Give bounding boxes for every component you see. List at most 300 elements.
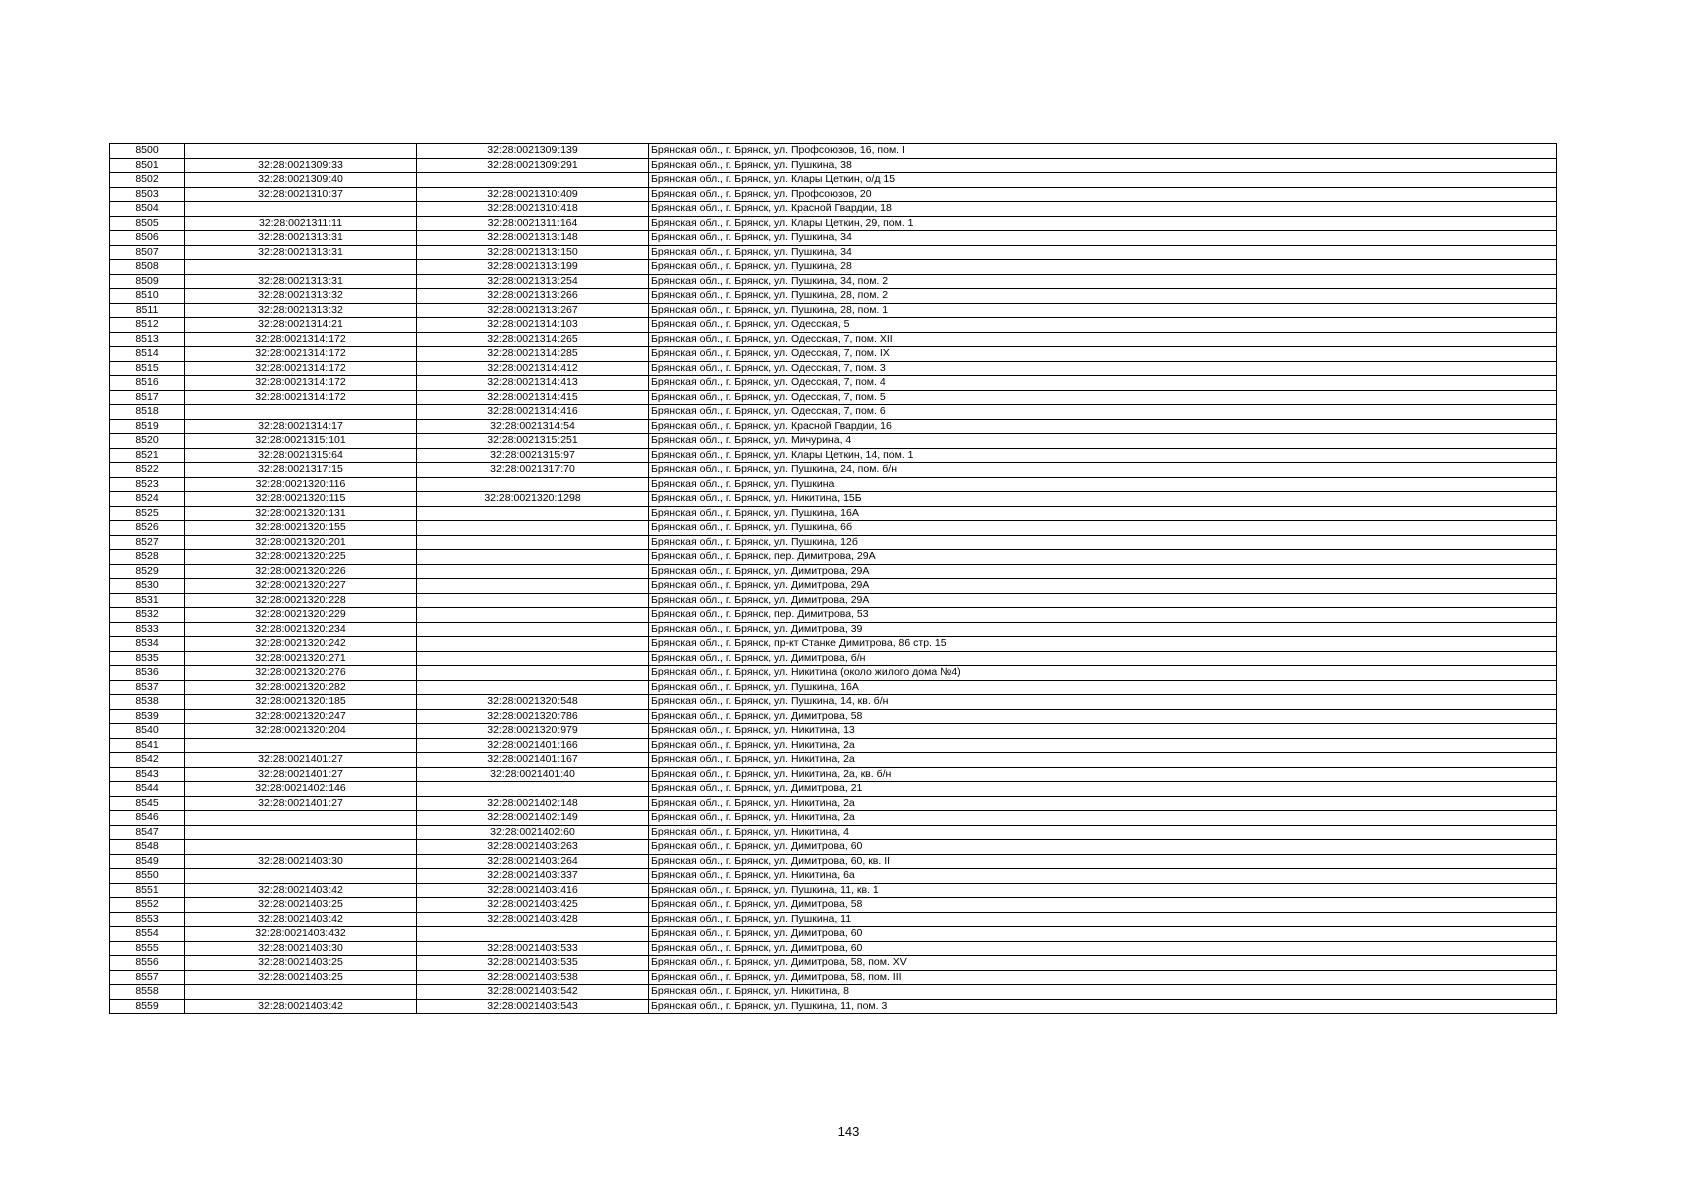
object-cadastral-number-cell	[417, 521, 649, 536]
row-number-cell: 8506	[110, 231, 185, 246]
object-cadastral-number-cell	[417, 550, 649, 565]
object-cadastral-number-cell: 32:28:0021401:166	[417, 738, 649, 753]
object-cadastral-number-cell: 32:28:0021314:412	[417, 361, 649, 376]
row-number-cell: 8504	[110, 202, 185, 217]
table-row	[110, 332, 1557, 347]
table-row	[110, 347, 1557, 362]
object-cadastral-number-cell	[417, 173, 649, 188]
object-cadastral-number-cell: 32:28:0021313:267	[417, 303, 649, 318]
table-row	[110, 912, 1557, 927]
table-row	[110, 840, 1557, 855]
row-number-cell: 8558	[110, 985, 185, 1000]
land-cadastral-number-cell: 32:28:0021320:229	[185, 608, 417, 623]
table-row	[110, 202, 1557, 217]
address-cell: Брянская обл., г. Брянск, ул. Никитина, 13	[649, 724, 1557, 739]
object-cadastral-number-cell: 32:28:0021403:533	[417, 941, 649, 956]
object-cadastral-number-cell: 32:28:0021313:199	[417, 260, 649, 275]
object-cadastral-number-cell: 32:28:0021314:416	[417, 405, 649, 420]
property-table	[109, 143, 1557, 1014]
row-number-cell: 8519	[110, 419, 185, 434]
table-row	[110, 753, 1557, 768]
address-cell: Брянская обл., г. Брянск, ул. Пушкина	[649, 477, 1557, 492]
table-row	[110, 869, 1557, 884]
object-cadastral-number-cell: 32:28:0021403:542	[417, 985, 649, 1000]
row-number-cell: 8528	[110, 550, 185, 565]
land-cadastral-number-cell: 32:28:0021403:42	[185, 912, 417, 927]
row-number-cell: 8556	[110, 956, 185, 971]
address-cell: Брянская обл., г. Брянск, ул. Димитрова, 58, пом. III	[649, 970, 1557, 985]
row-number-cell: 8550	[110, 869, 185, 884]
land-cadastral-number-cell	[185, 144, 417, 159]
row-number-cell: 8537	[110, 680, 185, 695]
row-number-cell: 8548	[110, 840, 185, 855]
land-cadastral-number-cell: 32:28:0021314:172	[185, 376, 417, 391]
land-cadastral-number-cell: 32:28:0021403:432	[185, 927, 417, 942]
address-cell: Брянская обл., г. Брянск, ул. Никитина, 2а	[649, 738, 1557, 753]
land-cadastral-number-cell: 32:28:0021403:42	[185, 883, 417, 898]
table-row	[110, 405, 1557, 420]
row-number-cell: 8522	[110, 463, 185, 478]
land-cadastral-number-cell: 32:28:0021309:40	[185, 173, 417, 188]
land-cadastral-number-cell: 32:28:0021403:42	[185, 999, 417, 1014]
row-number-cell: 8547	[110, 825, 185, 840]
land-cadastral-number-cell	[185, 738, 417, 753]
land-cadastral-number-cell: 32:28:0021401:27	[185, 767, 417, 782]
address-cell: Брянская обл., г. Брянск, ул. Никитина, 6а	[649, 869, 1557, 884]
address-cell: Брянская обл., г. Брянск, ул. Одесская, 7, пом. 6	[649, 405, 1557, 420]
land-cadastral-number-cell: 32:28:0021320:204	[185, 724, 417, 739]
object-cadastral-number-cell: 32:28:0021320:548	[417, 695, 649, 710]
table-row	[110, 463, 1557, 478]
row-number-cell: 8536	[110, 666, 185, 681]
object-cadastral-number-cell	[417, 477, 649, 492]
table-row	[110, 709, 1557, 724]
land-cadastral-number-cell	[185, 825, 417, 840]
table-row	[110, 782, 1557, 797]
address-cell: Брянская обл., г. Брянск, ул. Димитрова, 29А	[649, 593, 1557, 608]
object-cadastral-number-cell	[417, 666, 649, 681]
address-cell: Брянская обл., г. Брянск, ул. Пушкина, 6б	[649, 521, 1557, 536]
object-cadastral-number-cell: 32:28:0021403:264	[417, 854, 649, 869]
object-cadastral-number-cell: 32:28:0021315:251	[417, 434, 649, 449]
table-row	[110, 927, 1557, 942]
land-cadastral-number-cell: 32:28:0021401:27	[185, 753, 417, 768]
object-cadastral-number-cell: 32:28:0021313:148	[417, 231, 649, 246]
land-cadastral-number-cell: 32:28:0021313:31	[185, 274, 417, 289]
row-number-cell: 8505	[110, 216, 185, 231]
object-cadastral-number-cell: 32:28:0021403:337	[417, 869, 649, 884]
table-row	[110, 492, 1557, 507]
row-number-cell: 8559	[110, 999, 185, 1014]
land-cadastral-number-cell	[185, 985, 417, 1000]
address-cell: Брянская обл., г. Брянск, пер. Димитрова, 53	[649, 608, 1557, 623]
land-cadastral-number-cell: 32:28:0021314:21	[185, 318, 417, 333]
address-cell: Брянская обл., г. Брянск, ул. Димитрова, 60	[649, 941, 1557, 956]
row-number-cell: 8515	[110, 361, 185, 376]
object-cadastral-number-cell: 32:28:0021314:415	[417, 390, 649, 405]
table-row	[110, 898, 1557, 913]
row-number-cell: 8501	[110, 158, 185, 173]
table-row	[110, 289, 1557, 304]
table-row	[110, 144, 1557, 159]
object-cadastral-number-cell: 32:28:0021403:538	[417, 970, 649, 985]
row-number-cell: 8538	[110, 695, 185, 710]
object-cadastral-number-cell: 32:28:0021402:148	[417, 796, 649, 811]
land-cadastral-number-cell	[185, 840, 417, 855]
row-number-cell: 8539	[110, 709, 185, 724]
object-cadastral-number-cell: 32:28:0021313:150	[417, 245, 649, 260]
object-cadastral-number-cell: 32:28:0021315:97	[417, 448, 649, 463]
land-cadastral-number-cell: 32:28:0021320:115	[185, 492, 417, 507]
address-cell: Брянская обл., г. Брянск, ул. Одесская, 7, пом. IX	[649, 347, 1557, 362]
address-cell: Брянская обл., г. Брянск, ул. Димитрова, 21	[649, 782, 1557, 797]
row-number-cell: 8503	[110, 187, 185, 202]
land-cadastral-number-cell: 32:28:0021313:31	[185, 245, 417, 260]
address-cell: Брянская обл., г. Брянск, ул. Димитрова, 58, пом. XV	[649, 956, 1557, 971]
table-row	[110, 608, 1557, 623]
table-row	[110, 434, 1557, 449]
object-cadastral-number-cell: 32:28:0021314:103	[417, 318, 649, 333]
object-cadastral-number-cell: 32:28:0021401:40	[417, 767, 649, 782]
land-cadastral-number-cell: 32:28:0021320:282	[185, 680, 417, 695]
row-number-cell: 8554	[110, 927, 185, 942]
row-number-cell: 8514	[110, 347, 185, 362]
land-cadastral-number-cell: 32:28:0021401:27	[185, 796, 417, 811]
row-number-cell: 8545	[110, 796, 185, 811]
table-row	[110, 695, 1557, 710]
address-cell: Брянская обл., г. Брянск, ул. Одесская, 5	[649, 318, 1557, 333]
address-cell: Брянская обл., г. Брянск, ул. Одесская, 7, пом. 3	[649, 361, 1557, 376]
row-number-cell: 8526	[110, 521, 185, 536]
object-cadastral-number-cell: 32:28:0021403:416	[417, 883, 649, 898]
table-row	[110, 637, 1557, 652]
table-row	[110, 883, 1557, 898]
address-cell: Брянская обл., г. Брянск, ул. Красной Гвардии, 18	[649, 202, 1557, 217]
land-cadastral-number-cell: 32:28:0021402:146	[185, 782, 417, 797]
land-cadastral-number-cell: 32:28:0021320:155	[185, 521, 417, 536]
table-row	[110, 564, 1557, 579]
row-number-cell: 8525	[110, 506, 185, 521]
address-cell: Брянская обл., г. Брянск, ул. Пушкина, 38	[649, 158, 1557, 173]
table-row	[110, 477, 1557, 492]
address-cell: Брянская обл., г. Брянск, ул. Никитина, 8	[649, 985, 1557, 1000]
address-cell: Брянская обл., г. Брянск, ул. Димитрова, 60	[649, 927, 1557, 942]
object-cadastral-number-cell	[417, 680, 649, 695]
object-cadastral-number-cell: 32:28:0021309:139	[417, 144, 649, 159]
object-cadastral-number-cell: 32:28:0021309:291	[417, 158, 649, 173]
row-number-cell: 8531	[110, 593, 185, 608]
row-number-cell: 8507	[110, 245, 185, 260]
land-cadastral-number-cell: 32:28:0021320:131	[185, 506, 417, 521]
table-row	[110, 767, 1557, 782]
land-cadastral-number-cell: 32:28:0021314:172	[185, 361, 417, 376]
table-row	[110, 622, 1557, 637]
address-cell: Брянская обл., г. Брянск, ул. Димитрова, 60	[649, 840, 1557, 855]
land-cadastral-number-cell: 32:28:0021320:201	[185, 535, 417, 550]
row-number-cell: 8512	[110, 318, 185, 333]
address-cell: Брянская обл., г. Брянск, ул. Пушкина, 11, пом. 3	[649, 999, 1557, 1014]
object-cadastral-number-cell: 32:28:0021402:60	[417, 825, 649, 840]
table-row	[110, 724, 1557, 739]
land-cadastral-number-cell: 32:28:0021311:11	[185, 216, 417, 231]
land-cadastral-number-cell: 32:28:0021320:234	[185, 622, 417, 637]
object-cadastral-number-cell: 32:28:0021314:413	[417, 376, 649, 391]
object-cadastral-number-cell	[417, 608, 649, 623]
table-row	[110, 231, 1557, 246]
table-row	[110, 999, 1557, 1014]
row-number-cell: 8510	[110, 289, 185, 304]
object-cadastral-number-cell: 32:28:0021313:266	[417, 289, 649, 304]
object-cadastral-number-cell	[417, 651, 649, 666]
land-cadastral-number-cell	[185, 869, 417, 884]
object-cadastral-number-cell	[417, 564, 649, 579]
row-number-cell: 8535	[110, 651, 185, 666]
object-cadastral-number-cell: 32:28:0021401:167	[417, 753, 649, 768]
row-number-cell: 8511	[110, 303, 185, 318]
address-cell: Брянская обл., г. Брянск, ул. Пушкина, 11, кв. 1	[649, 883, 1557, 898]
row-number-cell: 8530	[110, 579, 185, 594]
row-number-cell: 8551	[110, 883, 185, 898]
land-cadastral-number-cell: 32:28:0021309:33	[185, 158, 417, 173]
land-cadastral-number-cell: 32:28:0021403:25	[185, 898, 417, 913]
land-cadastral-number-cell	[185, 202, 417, 217]
land-cadastral-number-cell: 32:28:0021313:32	[185, 289, 417, 304]
address-cell: Брянская обл., г. Брянск, ул. Красной Гвардии, 16	[649, 419, 1557, 434]
object-cadastral-number-cell: 32:28:0021320:786	[417, 709, 649, 724]
object-cadastral-number-cell	[417, 579, 649, 594]
object-cadastral-number-cell: 32:28:0021403:425	[417, 898, 649, 913]
row-number-cell: 8527	[110, 535, 185, 550]
address-cell: Брянская обл., г. Брянск, ул. Профсоюзов, 16, пом. I	[649, 144, 1557, 159]
address-cell: Брянская обл., г. Брянск, ул. Одесская, 7, пом. 4	[649, 376, 1557, 391]
object-cadastral-number-cell: 32:28:0021403:543	[417, 999, 649, 1014]
row-number-cell: 8516	[110, 376, 185, 391]
row-number-cell: 8533	[110, 622, 185, 637]
table-row	[110, 941, 1557, 956]
address-cell: Брянская обл., г. Брянск, ул. Димитрова, 58	[649, 709, 1557, 724]
object-cadastral-number-cell	[417, 637, 649, 652]
table-row	[110, 245, 1557, 260]
land-cadastral-number-cell: 32:28:0021317:15	[185, 463, 417, 478]
address-cell: Брянская обл., г. Брянск, ул. Пушкина, 28	[649, 260, 1557, 275]
object-cadastral-number-cell: 32:28:0021311:164	[417, 216, 649, 231]
address-cell: Брянская обл., г. Брянск, ул. Пушкина, 14, кв. б/н	[649, 695, 1557, 710]
object-cadastral-number-cell: 32:28:0021317:70	[417, 463, 649, 478]
address-cell: Брянская обл., г. Брянск, ул. Профсоюзов, 20	[649, 187, 1557, 202]
land-cadastral-number-cell: 32:28:0021320:225	[185, 550, 417, 565]
land-cadastral-number-cell: 32:28:0021320:226	[185, 564, 417, 579]
table-row	[110, 260, 1557, 275]
address-cell: Брянская обл., г. Брянск, ул. Димитрова, 39	[649, 622, 1557, 637]
address-cell: Брянская обл., г. Брянск, ул. Пушкина, 16А	[649, 506, 1557, 521]
row-number-cell: 8555	[110, 941, 185, 956]
address-cell: Брянская обл., г. Брянск, пер. Димитрова, 29А	[649, 550, 1557, 565]
object-cadastral-number-cell: 32:28:0021320:979	[417, 724, 649, 739]
table-row	[110, 303, 1557, 318]
address-cell: Брянская обл., г. Брянск, ул. Никитина, 4	[649, 825, 1557, 840]
row-number-cell: 8523	[110, 477, 185, 492]
land-cadastral-number-cell: 32:28:0021320:247	[185, 709, 417, 724]
table-row	[110, 738, 1557, 753]
object-cadastral-number-cell: 32:28:0021314:54	[417, 419, 649, 434]
object-cadastral-number-cell	[417, 622, 649, 637]
row-number-cell: 8542	[110, 753, 185, 768]
land-cadastral-number-cell: 32:28:0021403:30	[185, 941, 417, 956]
land-cadastral-number-cell: 32:28:0021315:64	[185, 448, 417, 463]
row-number-cell: 8544	[110, 782, 185, 797]
land-cadastral-number-cell	[185, 405, 417, 420]
object-cadastral-number-cell: 32:28:0021403:535	[417, 956, 649, 971]
table-row	[110, 985, 1557, 1000]
address-cell: Брянская обл., г. Брянск, ул. Мичурина, 4	[649, 434, 1557, 449]
row-number-cell: 8552	[110, 898, 185, 913]
land-cadastral-number-cell: 32:28:0021314:172	[185, 390, 417, 405]
row-number-cell: 8546	[110, 811, 185, 826]
table-row	[110, 390, 1557, 405]
address-cell: Брянская обл., г. Брянск, ул. Никитина, 2а	[649, 796, 1557, 811]
row-number-cell: 8517	[110, 390, 185, 405]
land-cadastral-number-cell: 32:28:0021403:25	[185, 956, 417, 971]
land-cadastral-number-cell: 32:28:0021403:30	[185, 854, 417, 869]
row-number-cell: 8532	[110, 608, 185, 623]
address-cell: Брянская обл., г. Брянск, ул. Димитрова, 60, кв. II	[649, 854, 1557, 869]
address-cell: Брянская обл., г. Брянск, ул. Пушкина, 11	[649, 912, 1557, 927]
land-cadastral-number-cell: 32:28:0021313:31	[185, 231, 417, 246]
table-row	[110, 593, 1557, 608]
address-cell: Брянская обл., г. Брянск, ул. Димитрова, 29А	[649, 579, 1557, 594]
table-row	[110, 216, 1557, 231]
table-row	[110, 854, 1557, 869]
address-cell: Брянская обл., г. Брянск, ул. Пушкина, 24, пом. б/н	[649, 463, 1557, 478]
land-cadastral-number-cell: 32:28:0021403:25	[185, 970, 417, 985]
table-row	[110, 535, 1557, 550]
row-number-cell: 8521	[110, 448, 185, 463]
object-cadastral-number-cell: 32:28:0021402:149	[417, 811, 649, 826]
row-number-cell: 8534	[110, 637, 185, 652]
object-cadastral-number-cell: 32:28:0021310:418	[417, 202, 649, 217]
row-number-cell: 8520	[110, 434, 185, 449]
row-number-cell: 8518	[110, 405, 185, 420]
table-row	[110, 376, 1557, 391]
address-cell: Брянская обл., г. Брянск, ул. Пушкина, 34, пом. 2	[649, 274, 1557, 289]
row-number-cell: 8508	[110, 260, 185, 275]
land-cadastral-number-cell: 32:28:0021310:37	[185, 187, 417, 202]
address-cell: Брянская обл., г. Брянск, ул. Пушкина, 16А	[649, 680, 1557, 695]
table-row	[110, 666, 1557, 681]
object-cadastral-number-cell	[417, 927, 649, 942]
land-cadastral-number-cell: 32:28:0021320:228	[185, 593, 417, 608]
address-cell: Брянская обл., г. Брянск, ул. Никитина, 15Б	[649, 492, 1557, 507]
row-number-cell: 8543	[110, 767, 185, 782]
table-row	[110, 811, 1557, 826]
land-cadastral-number-cell: 32:28:0021320:227	[185, 579, 417, 594]
land-cadastral-number-cell: 32:28:0021320:276	[185, 666, 417, 681]
address-cell: Брянская обл., г. Брянск, ул. Одесская, 7, пом. 5	[649, 390, 1557, 405]
address-cell: Брянская обл., г. Брянск, пр-кт Станке Димитрова, 86 стр. 15	[649, 637, 1557, 652]
object-cadastral-number-cell	[417, 535, 649, 550]
row-number-cell: 8509	[110, 274, 185, 289]
object-cadastral-number-cell: 32:28:0021314:265	[417, 332, 649, 347]
address-cell: Брянская обл., г. Брянск, ул. Клары Цеткин, о/д 15	[649, 173, 1557, 188]
row-number-cell: 8541	[110, 738, 185, 753]
row-number-cell: 8524	[110, 492, 185, 507]
object-cadastral-number-cell: 32:28:0021320:1298	[417, 492, 649, 507]
page-number: 143	[837, 1124, 860, 1139]
table-row	[110, 680, 1557, 695]
object-cadastral-number-cell: 32:28:0021313:254	[417, 274, 649, 289]
table-row	[110, 550, 1557, 565]
table-row	[110, 274, 1557, 289]
table-row	[110, 361, 1557, 376]
property-table-body	[110, 144, 1557, 1014]
land-cadastral-number-cell: 32:28:0021320:116	[185, 477, 417, 492]
object-cadastral-number-cell: 32:28:0021314:285	[417, 347, 649, 362]
row-number-cell: 8529	[110, 564, 185, 579]
row-number-cell: 8500	[110, 144, 185, 159]
table-row	[110, 419, 1557, 434]
row-number-cell: 8540	[110, 724, 185, 739]
address-cell: Брянская обл., г. Брянск, ул. Димитрова, 29А	[649, 564, 1557, 579]
land-cadastral-number-cell: 32:28:0021314:172	[185, 332, 417, 347]
table-row	[110, 158, 1557, 173]
row-number-cell: 8549	[110, 854, 185, 869]
land-cadastral-number-cell	[185, 260, 417, 275]
table-row	[110, 448, 1557, 463]
object-cadastral-number-cell: 32:28:0021403:428	[417, 912, 649, 927]
table-row	[110, 318, 1557, 333]
row-number-cell: 8557	[110, 970, 185, 985]
address-cell: Брянская обл., г. Брянск, ул. Пушкина, 28, пом. 2	[649, 289, 1557, 304]
table-row	[110, 187, 1557, 202]
address-cell: Брянская обл., г. Брянск, ул. Пушкина, 34	[649, 245, 1557, 260]
address-cell: Брянская обл., г. Брянск, ул. Пушкина, 28, пом. 1	[649, 303, 1557, 318]
land-cadastral-number-cell: 32:28:0021320:185	[185, 695, 417, 710]
address-cell: Брянская обл., г. Брянск, ул. Пушкина, 34	[649, 231, 1557, 246]
land-cadastral-number-cell: 32:28:0021313:32	[185, 303, 417, 318]
object-cadastral-number-cell	[417, 593, 649, 608]
table-row	[110, 579, 1557, 594]
address-cell: Брянская обл., г. Брянск, ул. Одесская, 7, пом. XII	[649, 332, 1557, 347]
address-cell: Брянская обл., г. Брянск, ул. Димитрова, б/н	[649, 651, 1557, 666]
address-cell: Брянская обл., г. Брянск, ул. Клары Цеткин, 29, пом. 1	[649, 216, 1557, 231]
table-row	[110, 506, 1557, 521]
table-row	[110, 521, 1557, 536]
table-row	[110, 173, 1557, 188]
address-cell: Брянская обл., г. Брянск, ул. Никитина, 2а, кв. б/н	[649, 767, 1557, 782]
row-number-cell: 8513	[110, 332, 185, 347]
table-row	[110, 956, 1557, 971]
land-cadastral-number-cell	[185, 811, 417, 826]
object-cadastral-number-cell	[417, 782, 649, 797]
table-row	[110, 970, 1557, 985]
table-row	[110, 825, 1557, 840]
land-cadastral-number-cell: 32:28:0021314:172	[185, 347, 417, 362]
object-cadastral-number-cell	[417, 506, 649, 521]
address-cell: Брянская обл., г. Брянск, ул. Никитина, 2а	[649, 811, 1557, 826]
land-cadastral-number-cell: 32:28:0021315:101	[185, 434, 417, 449]
address-cell: Брянская обл., г. Брянск, ул. Клары Цеткин, 14, пом. 1	[649, 448, 1557, 463]
address-cell: Брянская обл., г. Брянск, ул. Никитина (около жилого дома №4)	[649, 666, 1557, 681]
table-row	[110, 796, 1557, 811]
address-cell: Брянская обл., г. Брянск, ул. Никитина, 2а	[649, 753, 1557, 768]
land-cadastral-number-cell: 32:28:0021314:17	[185, 419, 417, 434]
table-row	[110, 651, 1557, 666]
land-cadastral-number-cell: 32:28:0021320:271	[185, 651, 417, 666]
address-cell: Брянская обл., г. Брянск, ул. Пушкина, 12б	[649, 535, 1557, 550]
object-cadastral-number-cell: 32:28:0021310:409	[417, 187, 649, 202]
object-cadastral-number-cell: 32:28:0021403:263	[417, 840, 649, 855]
land-cadastral-number-cell: 32:28:0021320:242	[185, 637, 417, 652]
